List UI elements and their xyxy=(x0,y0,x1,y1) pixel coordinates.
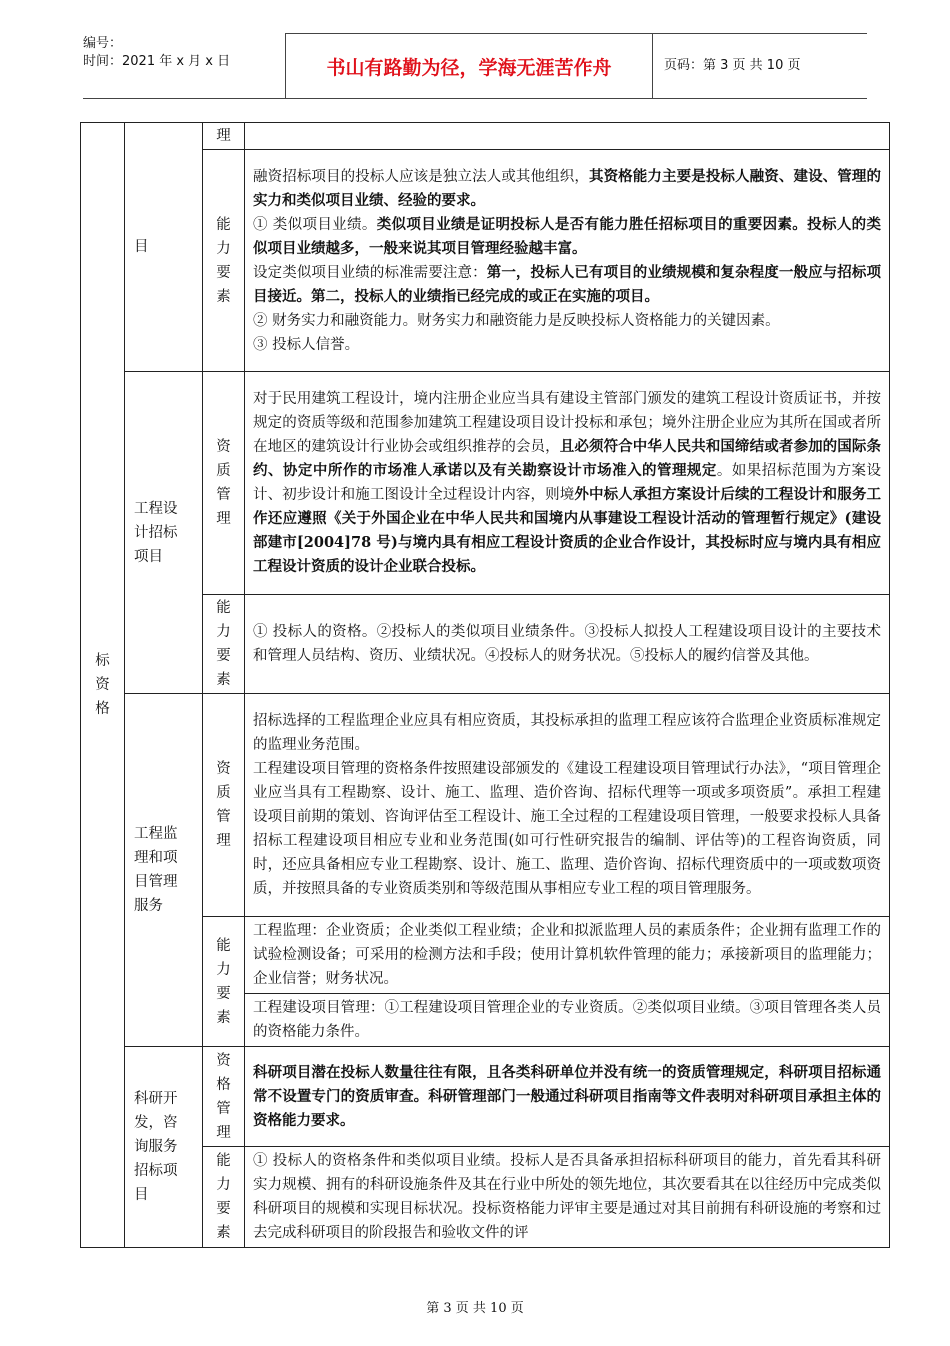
aspect-cell xyxy=(203,372,245,595)
project-type-cell xyxy=(125,123,203,372)
content-cell: 工程监理：企业资质；企业类似工程业绩；企业和拟派监理人员的素质条件；企业拥有监理工作的试验检测设备；可采用的检测方法和手段；使用计算机软件管理的能力；承接新项目的监理能力；企业信誉；财务状况。 工程建设项目管理：①工程建设项目管理企业的专业资质。②类似项目业绩。③项目管理各类人员的资格能力条件。 xyxy=(245,917,890,1047)
header-divider-bottom xyxy=(83,98,867,99)
aspect-cell xyxy=(203,1047,245,1147)
project-type-cell xyxy=(125,372,203,694)
project-type-label: 工程设计招标项目 xyxy=(134,500,178,565)
project-type-label: 科研开发，咨询服务招标项目 xyxy=(134,1091,178,1203)
page-header xyxy=(83,27,867,99)
aspect-label: 资格管理 xyxy=(216,1052,231,1141)
content-cell: 科研项目潜在投标人数量往往有限，且各类科研单位并没有统一的资质管理规定，科研项目招标通常不设置专门的资质审查。科研管理部门一般通过科研项目指南等文件表明对科研项目承担主体的资格能力要求。 xyxy=(245,1047,890,1147)
table-row xyxy=(81,372,890,595)
time-label: 时间：2021 年 x 月 x 日 xyxy=(83,54,231,69)
content-cell: 招标选择的工程监理企业应具有相应资质，其投标承担的监理工程应该符合监理企业资质标准规定的监理业务范围。 工程建设项目管理的资格条件按照建设部颁发的《建设工程建设项目管理试行办法》，“项目管理企业应当具有工程勘察、设计、施工、监理、造价咨询、招标代理等一项或多项资质”。承担工程建设项目前期的策划、咨询评估至工程设计、施工全过程的工程建设项目管理，一般要求投标人具备招标工程建设项目相应专业和业务范围(如可行性研究报告的编制、评估等)的工程咨询资质，同时，还应具备相应专业工程勘察、设计、施工、监理、造价咨询、招标代理资质中的一项或数项资质，并按照具备的专业资质类别和等级范围从事相应专业工程的项目管理服务。 xyxy=(245,694,890,917)
project-type-cell xyxy=(125,694,203,1047)
table-row xyxy=(81,917,890,1047)
number-label: 编号： xyxy=(83,36,123,51)
qualification-table xyxy=(80,122,890,1248)
header-motto: 书山有路勤为径，学海无涯苦作舟 xyxy=(285,34,653,98)
content-cell: ① 投标人的资格。②投标人的类似项目业绩条件。③投标人拟投人工程建设项目设计的主要技术和管理人员结构、资历、业绩状况。④投标人的财务状况。⑤投标人的履约信誉及其他。 xyxy=(245,595,890,694)
page-footer: 第 3 页 共 10 页 xyxy=(426,1301,524,1316)
table-row xyxy=(81,150,890,372)
project-type-cell xyxy=(125,1047,203,1248)
aspect-cell xyxy=(203,1147,245,1248)
content-cell: 融资招标项目的投标人应该是独立法人或其他组织，其资格能力主要是投标人融资、建设、管理的实力和类似项目业绩、经验的要求。 ① 类似项目业绩。类似项目业绩是证明投标人是否有能力胜任招标项目的重要因素。投标人的类似项目业绩越多，一般来说其项目管理经验越丰富。 设定类似项目业绩的标准需要注意：第一，投标人已有项目的业绩规模和复杂程度一般应与招标项目接近。第二，投标人的业绩指已经完成的或正在实施的项目。 ② 财务实力和融资能力。财务实力和融资能力是反映投标人资格能力的关键因素。 ③ 投标人信誉。 xyxy=(245,150,890,372)
project-type-label: 目 xyxy=(134,239,149,255)
aspect-label: 资质管理 xyxy=(216,439,231,527)
category-cell xyxy=(81,123,125,1248)
category-label: 标资格 xyxy=(95,653,110,717)
aspect-cell xyxy=(203,694,245,917)
content-cell: 对于民用建筑工程设计，境内注册企业应当具有建设主管部门颁发的建筑工程设计资质证书，并按规定的资质等级和范围参加建筑工程建设项目设计投标和承包；境外注册企业应为其所在国或者所在地区的建筑设计行业协会或组织推荐的会员，且必须符合中华人民共和国缔结或者参加的国际条约、协定中所作的市场准人承诺以及有关勘察设计市场准入的管理规定。如果招标范围为方案设计、初步设计和施工图设计全过程设计内容，则境外中标人承担方案设计后续的工程设计和服务工作还应遵照《关于外国企业在中华人民共和国境内从事建设工程设计活动的管理暂行规定》(建设部建市[2004]78 号)与境内具有相应工程设计资质的企业合作设计，其投标时应与境内具有相应工程设计资质的设计企业联合投标。 xyxy=(245,372,890,595)
aspect-cell xyxy=(203,595,245,694)
content-cell: ① 投标人的资格条件和类似项目业绩。投标人是否具备承担招标科研项目的能力，首先看其科研实力规模、拥有的科研设施条件及其在行业中所处的领先地位，其次要看其在以往经历中完成类似科研项目的规模和实现目标状况。投标资格能力评审主要是通过对其目前拥有科研设施的考察和过去完成科研项目的阶段报告和验收文件的评 xyxy=(245,1147,890,1248)
table-row xyxy=(81,1147,890,1248)
table-row xyxy=(81,694,890,917)
content-cell xyxy=(245,123,890,150)
aspect-label: 资质管理 xyxy=(216,761,231,849)
aspect-label: 能力要素 xyxy=(216,1153,231,1241)
aspect-label: 能力要素 xyxy=(216,937,231,1026)
page-indicator: 页码：第 3 页 共 10 页 xyxy=(664,57,801,73)
aspect-cell xyxy=(203,917,245,1047)
project-type-label: 工程监理和项目管理服务 xyxy=(134,826,178,914)
header-meta xyxy=(83,27,283,99)
aspect-label: 能力要素 xyxy=(216,600,231,688)
table-row xyxy=(81,595,890,694)
aspect-cell: 理 xyxy=(203,123,245,150)
table-row xyxy=(81,1047,890,1147)
table-row xyxy=(81,123,890,150)
aspect-cell xyxy=(203,150,245,372)
aspect-label: 能力要素 xyxy=(216,216,231,305)
